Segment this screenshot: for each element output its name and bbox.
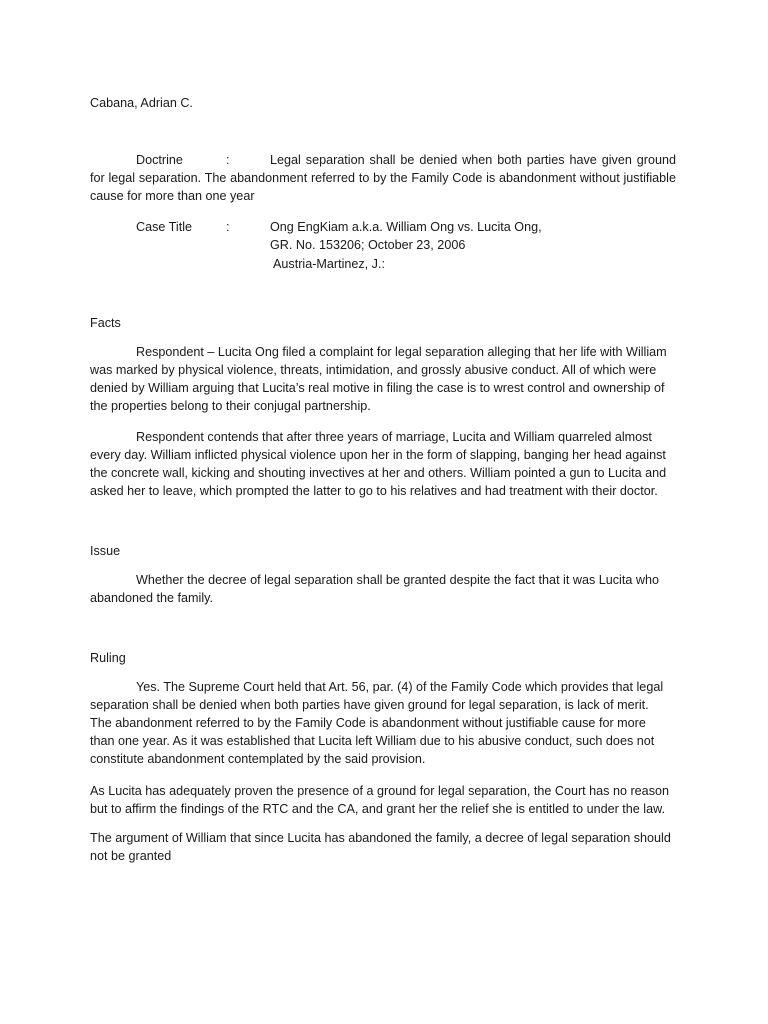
case-number: GR. No. 153206; October 23, 2006 [270, 238, 466, 252]
facts-paragraph-2 [90, 428, 676, 500]
text-line: the properties belong to their conjugal partnership. [90, 399, 371, 413]
doctrine-text: Legal separation shall be denied when both parties have given ground for legal separation. The abandonment referred to by the Family Code is abandonment without justifiable cause for more than one year [90, 153, 676, 203]
case-title-colon: : [226, 220, 230, 234]
ruling-paragraph-1 [90, 678, 676, 768]
facts-paragraph-1 [90, 343, 676, 415]
text-line: than one year. As it was established that Lucita left William due to his abusive conduct, such does not [90, 734, 655, 748]
case-title-label: Case Title [136, 220, 192, 234]
ruling-heading: Ruling [90, 651, 126, 665]
text-line: denied by William arguing that Lucita’s real motive in filing the case is to wrest control and ownership of [90, 381, 665, 395]
text-line: the concrete wall, kicking and shouting invectives at her and others. William pointed a gun to Lucita and [90, 466, 667, 480]
text-line: was marked by physical violence, threats, intimidation, and grossly abusive conduct. All of which were [90, 363, 657, 377]
issue-heading: Issue [90, 544, 121, 558]
text-line: not be granted [90, 849, 172, 863]
text-line: abandoned the family. [90, 591, 213, 605]
text-line: but to affirm the findings of the RTC and the CA, and grant her the relief she is entitled to under the law. [90, 802, 665, 816]
ruling-paragraph-3 [90, 829, 676, 865]
facts-heading: Facts [90, 316, 121, 330]
author-name: Cabana, Adrian C. [90, 96, 193, 110]
text-line: every day. William inflicted physical violence upon her in the form of slapping, banging her head against [90, 448, 666, 462]
doctrine-label: Doctrine [136, 153, 183, 167]
text-line: Whether the decree of legal separation shall be granted despite the fact that it was Lucita who [136, 573, 659, 587]
text-line: Respondent – Lucita Ong filed a complaint for legal separation alleging that her life with William [136, 345, 667, 359]
text-line: asked her to leave, which prompted the latter to go to his relatives and had treatment with their doctor. [90, 484, 658, 498]
text-line: Yes. The Supreme Court held that Art. 56, par. (4) of the Family Code which provides that legal [136, 680, 664, 694]
ponente: Austria-Martinez, J.: [273, 257, 385, 271]
ruling-paragraph-2 [90, 782, 676, 818]
text-line: The abandonment referred to by the Family Code is abandonment without justifiable cause for more [90, 716, 646, 730]
issue-paragraph [90, 571, 676, 607]
case-title-line-1: Ong EngKiam a.k.a. William Ong vs. Lucita Ong, [270, 220, 542, 234]
text-line: The argument of William that since Lucita has abandoned the family, a decree of legal separation should [90, 831, 671, 845]
doctrine-colon: : [226, 153, 230, 167]
text-line: Respondent contends that after three years of marriage, Lucita and William quarreled almost [136, 430, 652, 444]
text-line: constitute abandonment contemplated by the said provision. [90, 752, 426, 766]
text-line: separation shall be denied when both parties have given ground for legal separation, is lack of merit. [90, 698, 649, 712]
text-line: As Lucita has adequately proven the presence of a ground for legal separation, the Court has no reason [90, 784, 669, 798]
